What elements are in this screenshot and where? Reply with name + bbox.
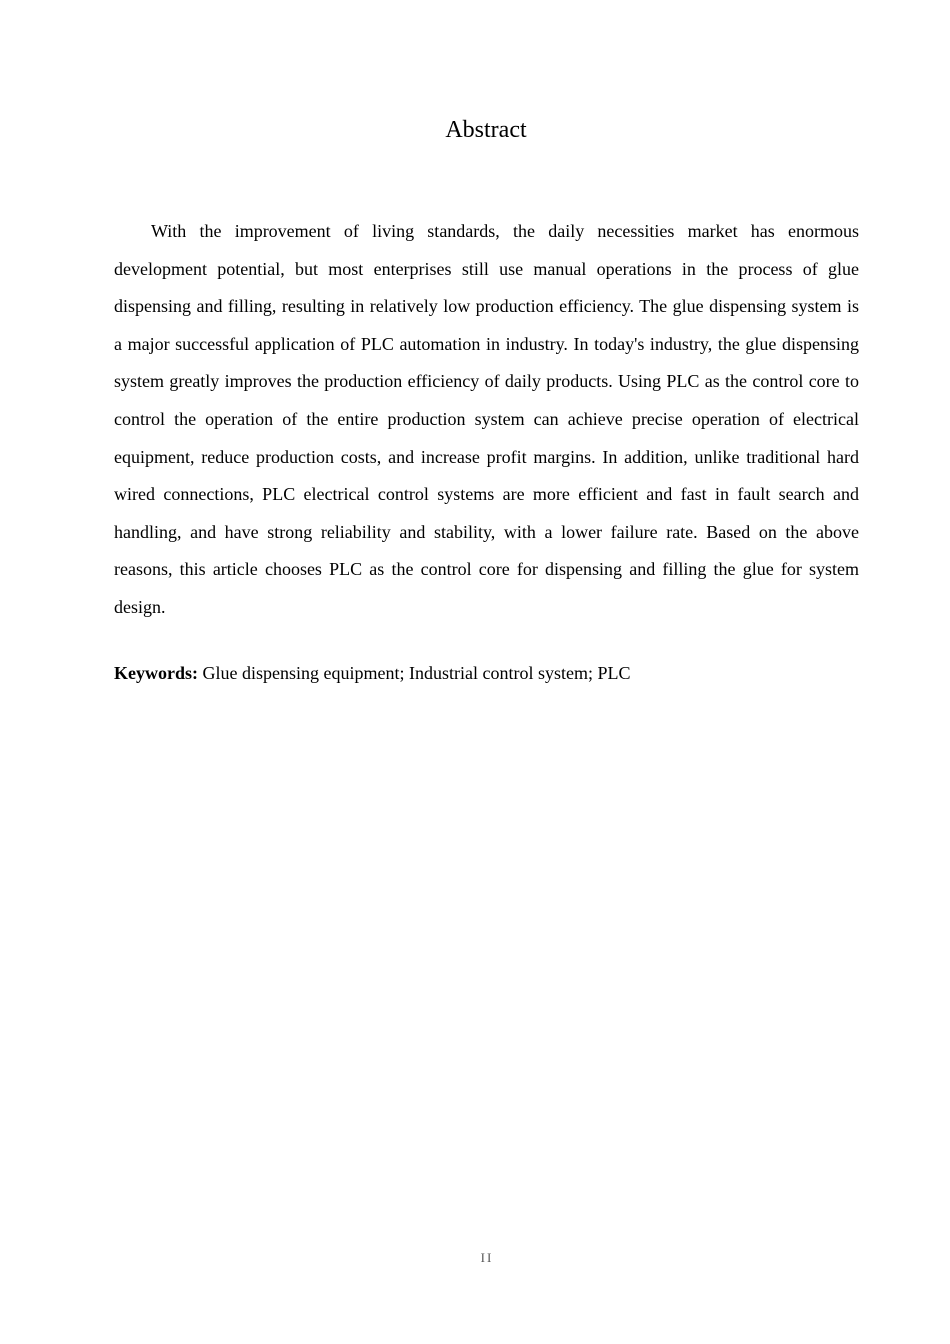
keywords-label: Keywords: [114, 663, 198, 683]
keywords-value: Glue dispensing equipment; Industrial control system; PLC [202, 663, 631, 683]
keywords-line [114, 659, 859, 687]
page-title: Abstract [445, 117, 527, 143]
abstract-paragraph: With the improvement of living standards, the daily necessities market has enormous development potential, but most enterprises still use manual operations in the process of glue dispensing and filling, resulting in relatively low production efficiency. The glue dispensing system is a major successful application of PLC automation in industry. In today's industry, the glue dispensing system greatly improves the production efficiency of daily products. Using PLC as the control core to control the operation of the entire production system can achieve precise operation of electrical equipment, reduce production costs, and increase profit margins. In addition, unlike traditional hard wired connections, PLC electrical control systems are more efficient and fast in fault search and handling, and have strong reliability and stability, with a lower failure rate. Based on the above reasons, this article chooses PLC as the control core for dispensing and filling the glue for system design. [114, 221, 859, 617]
page-number: II [480, 1250, 494, 1265]
